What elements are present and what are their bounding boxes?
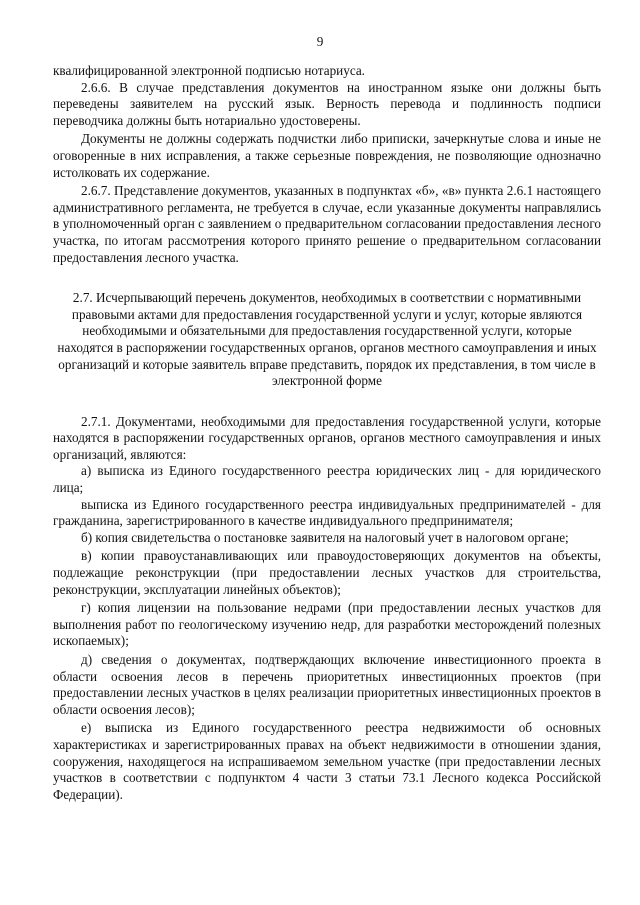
list-item: выписка из Единого государственного реестра индивидуальных предпринимателей - для гражданина, зарегистрированного в качестве индивидуального предпринимателя; xyxy=(53,496,601,529)
page-number: 9 xyxy=(316,34,324,49)
paragraph: квалифицированной электронной подписью нотариуса. xyxy=(53,63,365,78)
section-heading: 2.7. Исчерпывающий перечень документов, необходимых в соответствии с нормативными правовыми актами для предоставления государственной услуги и услуг, которые являются необходимыми и обязательными для предоставления государственной услуги, которые находятся в распоряжении государственных органов, органов местного самоуправления и иных организаций и которые заявитель вправе представить, порядок их представления, в том числе в электронной форме xyxy=(57,290,597,389)
paragraph: Документы не должны содержать подчистки либо приписки, зачеркнутые слова и иные не оговоренные в них исправления, а также серьезные повреждения, не позволяющие однозначно истолковать их содержание. xyxy=(53,131,601,180)
list-item: а) выписка из Единого государственного реестра юридических лиц - для юридического лица; xyxy=(53,463,601,496)
paragraph: 2.6.7. Представление документов, указанных в подпунктах «б», «в» пункта 2.6.1 настоящего административного регламента, не требуется в случае, если указанные документы направлялись в уполномоченный орган с заявлением о предварительном согласовании предоставления лесного участка, по итогам рассмотрения которого принято решение о предварительном согласовании предоставления лесного участка. xyxy=(53,183,601,265)
list-item: е) выписка из Единого государственного реестра недвижимости об основных характеристиках и зарегистрированных правах на объект недвижимости в отношении здания, сооружения, находящегося на испрашиваемом земельном участке (при предоставлении лесных участков в соответствии с подпунктом 4 части 3 статьи 73.1 Лесного кодекса Российской Федерации). xyxy=(53,720,601,802)
list-intro: 2.7.1. Документами, необходимыми для предоставления государственной услуги, которые находятся в распоряжении государственных органов, органов местного самоуправления и иных организаций, являются: xyxy=(53,413,601,462)
paragraph: 2.6.6. В случае представления документов на иностранном языке они должны быть переведены заявителем на русский язык. Верность перевода и подлинность подписи переводчика должны быть нотариально удостоверены. xyxy=(53,79,601,128)
document-body xyxy=(53,63,601,803)
list-item: б) копия свидетельства о постановке заявителя на налоговый учет в налоговом органе; xyxy=(81,529,569,545)
list-item: д) сведения о документах, подтверждающих включение инвестиционного проекта в области освоения лесов в перечень приоритетных инвестиционных проектов (при предоставлении лесных участков в целях реализации приоритетных инвестиционных проектов в области освоения лесов); xyxy=(53,652,601,717)
list-item: г) копия лицензии на пользование недрами (при предоставлении лесных участков для выполнения работ по геологическому изучению недр, для разработки месторождений полезных ископаемых); xyxy=(53,600,601,649)
list-item: в) копии правоустанавливающих или правоудостоверяющих документов на объекты, подлежащие реконструкции (при предоставлении лесных участков для строительства, реконструкции, эксплуатации линейных объектов); xyxy=(53,548,601,597)
